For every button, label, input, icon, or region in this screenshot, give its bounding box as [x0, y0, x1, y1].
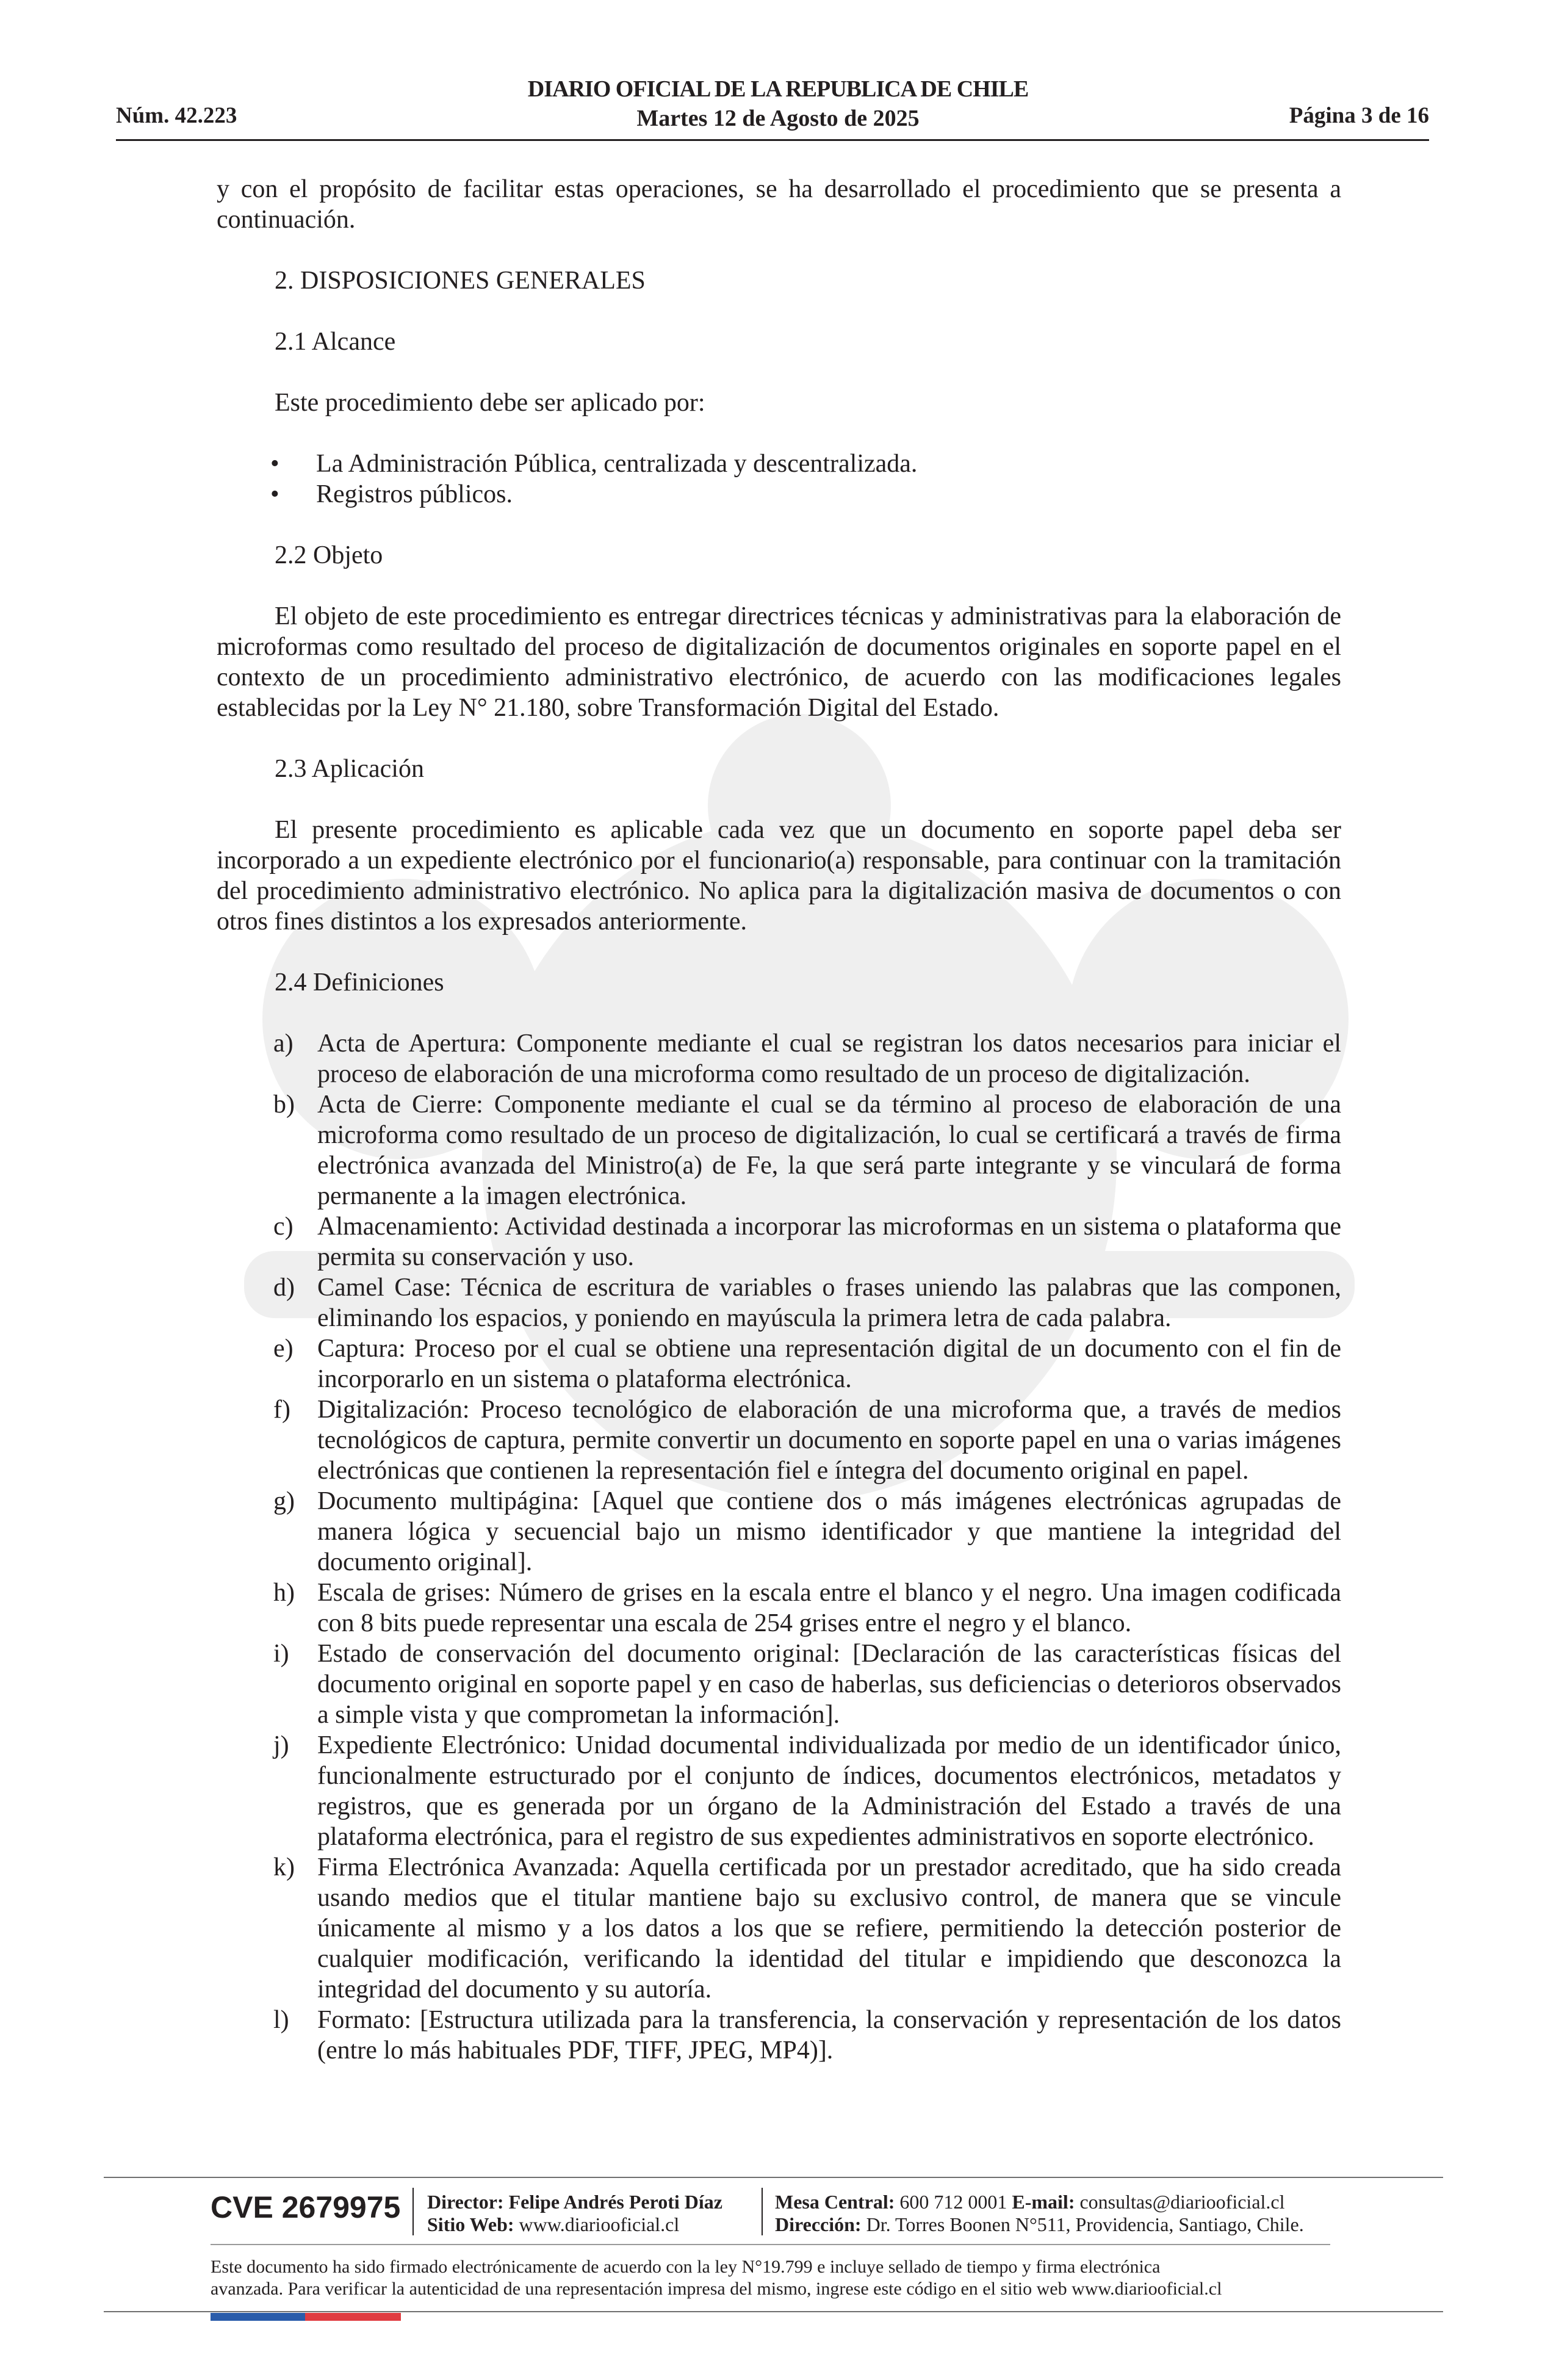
definition-letter: i) — [273, 1640, 289, 1668]
email-label: E-mail: — [1012, 2191, 1075, 2213]
masthead — [427, 74, 1129, 133]
flag-stripe-red — [305, 2313, 401, 2321]
footer-separator — [762, 2188, 763, 2235]
definition-item — [217, 1852, 1341, 2005]
masthead-date: Martes 12 de Agosto de 2025 — [636, 106, 920, 131]
definition-text: Captura: Proceso por el cual se obtiene una representación digital de un documento con el fin de incorporarlo en un sistema o plataforma electrónica. — [317, 1335, 1341, 1393]
email-link[interactable]: consultas@diariooficial.cl — [1079, 2191, 1285, 2213]
footer-director-block — [427, 2191, 722, 2236]
definition-item — [217, 1486, 1341, 1578]
document-body — [217, 174, 1341, 2066]
bullet-text: Registros públicos. — [316, 480, 513, 508]
definition-letter: l) — [273, 2006, 289, 2034]
flag-stripe-blue — [211, 2313, 305, 2321]
definition-letter: h) — [273, 1579, 295, 1607]
definition-text: Escala de grises: Número de grises en la escala entre el blanco y el negro. Una imagen codificada con 8 bits puede representar una escala de 254 grises entre el negro y el blanco. — [317, 1579, 1341, 1637]
footer-separator — [412, 2188, 414, 2235]
bullet-icon: • — [270, 450, 279, 478]
definition-text: Almacenamiento: Actividad destinada a incorporar las microformas en un sistema o plataforma que permita su conservación y uso. — [317, 1213, 1341, 1271]
objeto-paragraph: El objeto de este procedimiento es entregar directrices técnicas y administrativas para la elaboración de microformas como resultado del proceso de digitalización de documentos originales en soporte papel en el contexto de un procedimiento administrativo electrónico, de acuerdo con las modificaciones legales establecidas por la Ley N° 21.180, sobre Transformación Digital del Estado. — [217, 602, 1341, 722]
definition-letter: a) — [273, 1030, 294, 1058]
issue-number: Núm. 42.223 — [116, 103, 237, 128]
director-label: Director: — [427, 2191, 504, 2213]
definitions-list — [217, 1028, 1341, 2066]
definition-text: Digitalización: Proceso tecnológico de elaboración de una microforma que, a través de medios tecnológicos de captura, permite convertir un documento en soporte papel en una o varias imágenes electrónicas que contienen la representación fiel e íntegra del documento original en papel. — [317, 1396, 1341, 1485]
definition-letter: c) — [273, 1213, 294, 1241]
cve-code: CVE 2679975 — [211, 2190, 401, 2224]
page-number: Página 3 de 16 — [1289, 103, 1429, 128]
mesa-phone: 600 712 0001 — [899, 2191, 1007, 2213]
alcance-lead: Este procedimiento debe ser aplicado por: — [275, 389, 705, 417]
notice-line: Este documento ha sido firmado electrónicamente de acuerdo con la ley N°19.799 e incluye sellado de tiempo y firma electrónica — [211, 2257, 1161, 2277]
alcance-list — [217, 449, 1341, 510]
footer-divider-top — [104, 2177, 1443, 2178]
definition-item — [217, 1028, 1341, 1089]
objeto-heading: 2.2 Objeto — [275, 541, 383, 569]
footer-divider-bottom — [104, 2311, 1443, 2312]
definition-letter: g) — [273, 1487, 295, 1515]
definition-letter: j) — [273, 1731, 289, 1759]
definition-text: Estado de conservación del documento original: [Declaración de las características físicas del documento original en soporte papel y en caso de haberlas, sus deficiencias o deterioros observados a simple vista y que comprometan la información]. — [317, 1640, 1341, 1729]
definition-text: Formato: [Estructura utilizada para la transferencia, la conservación y representación de los datos (entre lo más habituales PDF, TIFF, JPEG, MP4)]. — [317, 2006, 1341, 2064]
aplicacion-paragraph: El presente procedimiento es aplicable cada vez que un documento en soporte papel deba ser incorporado a un expediente electrónico por el funcionario(a) responsable, para continuar con la tramitación del procedimiento administrativo electrónico. No aplica para la digitalización masiva de documentos o con otros fines distintos a los expresados anteriormente. — [217, 816, 1341, 936]
definition-text: Firma Electrónica Avanzada: Aquella certificada por un prestador acreditado, que ha sido creada usando medios que el titular mantiene bajo su exclusivo control, de manera que se vincule únicamente al mismo y a los datos a los que se refiere, permitiendo la detección posterior de cualquier modificación, verificando la identidad del titular e impidiendo que desconozca la integridad del documento y su autoría. — [317, 1853, 1341, 2003]
definition-item — [217, 1394, 1341, 1486]
definition-letter: e) — [273, 1335, 294, 1363]
definition-text: Expediente Electrónico: Unidad documental individualizada por medio de un identificador único, funcionalmente estructurado por el conjunto de índices, documentos electrónicos, metadatos y registros, que es generada por un órgano de la Administración del Estado a través de una plataforma electrónica, para el registro de sus expedientes administrativos en soporte electrónico. — [317, 1731, 1341, 1851]
signature-notice — [211, 2256, 1330, 2300]
mesa-label: Mesa Central: — [775, 2191, 895, 2213]
address-label: Dirección: — [775, 2213, 862, 2235]
definition-item — [217, 1211, 1341, 1272]
definition-letter: f) — [273, 1396, 290, 1424]
definition-item — [217, 1578, 1341, 1639]
aplicacion-heading: 2.3 Aplicación — [275, 755, 424, 783]
definition-item — [217, 1272, 1341, 1333]
footer-divider-mid — [211, 2244, 1330, 2245]
definition-letter: b) — [273, 1091, 295, 1119]
footer-contact-block — [775, 2191, 1304, 2236]
web-label: Sitio Web: — [427, 2213, 514, 2235]
section-heading: 2. DISPOSICIONES GENERALES — [275, 267, 646, 295]
web-link[interactable]: www.diariooficial.cl — [519, 2213, 680, 2235]
definition-item — [217, 1730, 1341, 1852]
definition-text: Acta de Apertura: Componente mediante el cual se registran los datos necesarios para iniciar el proceso de elaboración de una microforma como resultado de un proceso de digitalización. — [317, 1030, 1341, 1088]
masthead-title: DIARIO OFICIAL DE LA REPUBLICA DE CHILE — [527, 76, 1029, 102]
definition-text: Acta de Cierre: Componente mediante el cual se da término al proceso de elaboración de una microforma como resultado de un proceso de digitalización, lo cual se certificará a través de firma electrónica avanzada del Ministro(a) de Fe, la que será parte integrante y se vinculará de forma permanente a la imagen electrónica. — [317, 1091, 1341, 1210]
address-value: Dr. Torres Boonen N°511, Providencia, Santiago, Chile. — [866, 2213, 1304, 2235]
notice-line: avanzada. Para verificar la autenticidad de una representación impresa del mismo, ingrese este código en el sitio web www.diariooficial.cl — [211, 2279, 1222, 2299]
definiciones-heading: 2.4 Definiciones — [275, 968, 444, 997]
definition-item — [217, 1089, 1341, 1211]
bullet-icon: • — [270, 480, 279, 508]
intro-paragraph: y con el propósito de facilitar estas operaciones, se ha desarrollado el procedimiento que se presenta a continuación. — [217, 175, 1341, 234]
list-item — [217, 479, 1341, 510]
bullet-text: La Administración Pública, centralizada y descentralizada. — [316, 450, 918, 478]
director-name: Felipe Andrés Peroti Díaz — [508, 2191, 722, 2213]
definition-item — [217, 2005, 1341, 2066]
alcance-heading: 2.1 Alcance — [275, 328, 396, 356]
definition-letter: k) — [273, 1853, 295, 1881]
definition-item — [217, 1639, 1341, 1730]
header-divider — [116, 139, 1429, 141]
definition-text: Camel Case: Técnica de escritura de variables o frases uniendo las palabras que las componen, eliminando los espacios, y poniendo en mayúscula la primera letra de cada palabra. — [317, 1274, 1341, 1332]
definition-item — [217, 1333, 1341, 1394]
list-item — [217, 449, 1341, 479]
definition-text: Documento multipágina: [Aquel que contiene dos o más imágenes electrónicas agrupadas de manera lógica y secuencial bajo un mismo identificador y que mantiene la integridad del documento original]. — [317, 1487, 1341, 1576]
definition-letter: d) — [273, 1274, 295, 1302]
